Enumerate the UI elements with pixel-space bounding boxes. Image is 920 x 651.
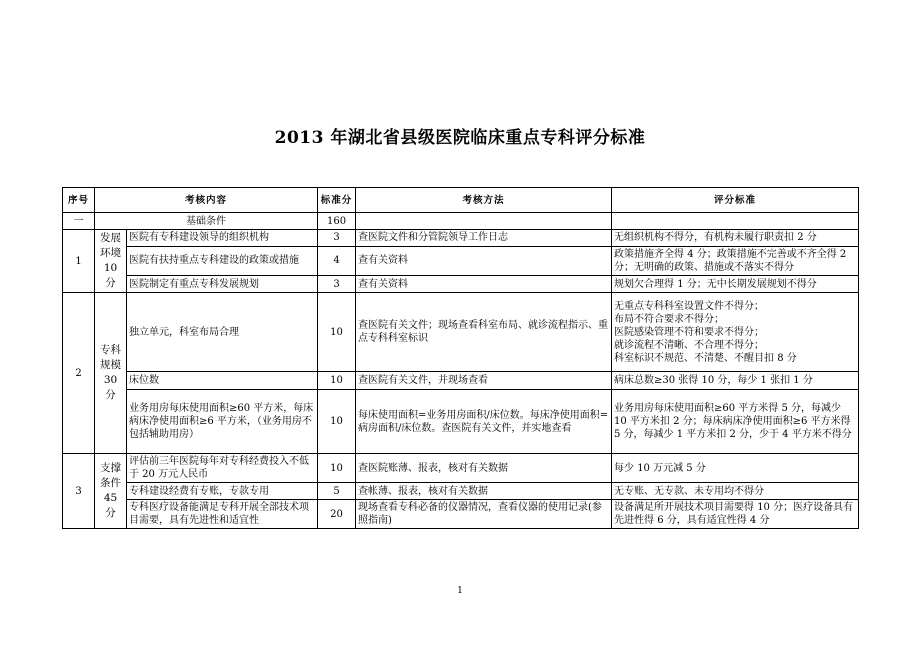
table-row xyxy=(63,483,859,500)
scoring-standard: 无专账、无专款、未专用均不得分 xyxy=(612,483,859,500)
assessment-content: 专科医疗设备能满足专科开展全部技术项目需要，具有先进性和适宜性 xyxy=(127,500,318,529)
assessment-method: 查医院文件和分管院领导工作日志 xyxy=(356,230,612,247)
table-row xyxy=(63,500,859,529)
scoring-standard: 设备满足所开展技术项目需要得 10 分；医疗设备具有先进性得 6 分，具有适宜性得 4 分 xyxy=(612,500,859,529)
table-row xyxy=(63,390,859,454)
category-name: 发展 环境 10 分 xyxy=(95,230,127,293)
scoring-standard: 每少 10 万元减 5 分 xyxy=(612,454,859,483)
standard-score: 5 xyxy=(318,483,356,500)
standard-score: 10 xyxy=(318,454,356,483)
assessment-method: 查有关资料 xyxy=(356,246,612,276)
category-name: 支撑 条件 45 分 xyxy=(95,454,127,529)
assessment-method: 查医院有关文件，并现场查看 xyxy=(356,372,612,390)
basic-score: 160 xyxy=(318,213,356,230)
assessment-method: 查帐薄、报表，核对有关数据 xyxy=(356,483,612,500)
assessment-content: 业务用房每床使用面积≥60 平方米，每床病床净使用面积≥6 平方米，（业务用房不包括辅助用房） xyxy=(127,390,318,454)
assessment-content: 专科建设经费有专账，专款专用 xyxy=(127,483,318,500)
standard-score: 20 xyxy=(318,500,356,529)
table-row xyxy=(63,276,859,293)
table-row xyxy=(63,454,859,483)
scoring-table xyxy=(62,187,859,529)
standard-score: 10 xyxy=(318,293,356,372)
assessment-method: 查医院有关文件；现场查看科室布局、就诊流程指示、重点专科科室标识 xyxy=(356,293,612,372)
standard-score: 3 xyxy=(318,276,356,293)
table-row xyxy=(63,293,859,372)
table-row xyxy=(63,372,859,390)
scoring-standard: 无重点专科科室设置文件不得分； 布局不符合要求不得分； 医院感染管理不符和要求不得分； 就诊流程不清晰、不合理不得分； 科室标识不规范、不清楚、不醒目扣 8 分 xyxy=(612,293,859,372)
header-score: 标准分 xyxy=(318,188,356,213)
assessment-content: 床位数 xyxy=(127,372,318,390)
assessment-content: 医院制定有重点专科发展规划 xyxy=(127,276,318,293)
header-content: 考核内容 xyxy=(95,188,318,213)
assessment-method: 查有关资料 xyxy=(356,276,612,293)
basic-standard xyxy=(612,213,859,230)
basic-label: 基础条件 xyxy=(95,213,318,230)
page-number: 1 xyxy=(457,586,463,596)
scoring-standard: 无组织机构不得分，有机构未履行职责扣 2 分 xyxy=(612,230,859,247)
assessment-content: 独立单元，科室布局合理 xyxy=(127,293,318,372)
row-seq: 1 xyxy=(63,230,95,293)
assessment-content: 医院有扶持重点专科建设的政策或措施 xyxy=(127,246,318,276)
table-row xyxy=(63,230,859,247)
assessment-content: 评估前三年医院每年对专科经费投入不低于 20 万元人民币 xyxy=(127,454,318,483)
basic-conditions-row xyxy=(63,213,859,230)
header-seq: 序号 xyxy=(63,188,95,213)
row-seq: 3 xyxy=(63,454,95,529)
header-standard: 评分标准 xyxy=(612,188,859,213)
document-title: 2013 年湖北省县级医院临床重点专科评分标准 xyxy=(274,128,646,148)
scoring-standard: 业务用房每床使用面积≥60 平方米得 5 分，每减少 10 平方米扣 2 分；每床病床净使用面积≥6 平方米得 5 分，每减少 1 平方米扣 2 分，少于 4 平方米不得分 xyxy=(612,390,859,454)
header-row xyxy=(63,188,859,213)
standard-score: 10 xyxy=(318,390,356,454)
category-name: 专科 规模 30 分 xyxy=(95,293,127,454)
basic-method xyxy=(356,213,612,230)
assessment-method: 现场查看专科必备的仪器情况，查看仪器的使用记录(参照指南) xyxy=(356,500,612,529)
header-method: 考核方法 xyxy=(356,188,612,213)
standard-score: 10 xyxy=(318,372,356,390)
row-seq: 2 xyxy=(63,293,95,454)
assessment-method: 每床使用面积=业务用房面积/床位数。每床净使用面积=病房面积/床位数。查医院有关文件，并实地查看 xyxy=(356,390,612,454)
scoring-standard: 政策措施齐全得 4 分；政策措施不完善或不齐全得 2 分；无明确的政策、措施或不落实不得分 xyxy=(612,246,859,276)
assessment-content: 医院有专科建设领导的组织机构 xyxy=(127,230,318,247)
basic-seq: 一 xyxy=(63,213,95,230)
standard-score: 4 xyxy=(318,246,356,276)
scoring-standard: 病床总数≥30 张得 10 分，每少 1 张扣 1 分 xyxy=(612,372,859,390)
table-row xyxy=(63,246,859,276)
scoring-standard: 规划欠合理得 1 分；无中长期发展规划不得分 xyxy=(612,276,859,293)
assessment-method: 查医院账薄、报表，核对有关数据 xyxy=(356,454,612,483)
standard-score: 3 xyxy=(318,230,356,247)
